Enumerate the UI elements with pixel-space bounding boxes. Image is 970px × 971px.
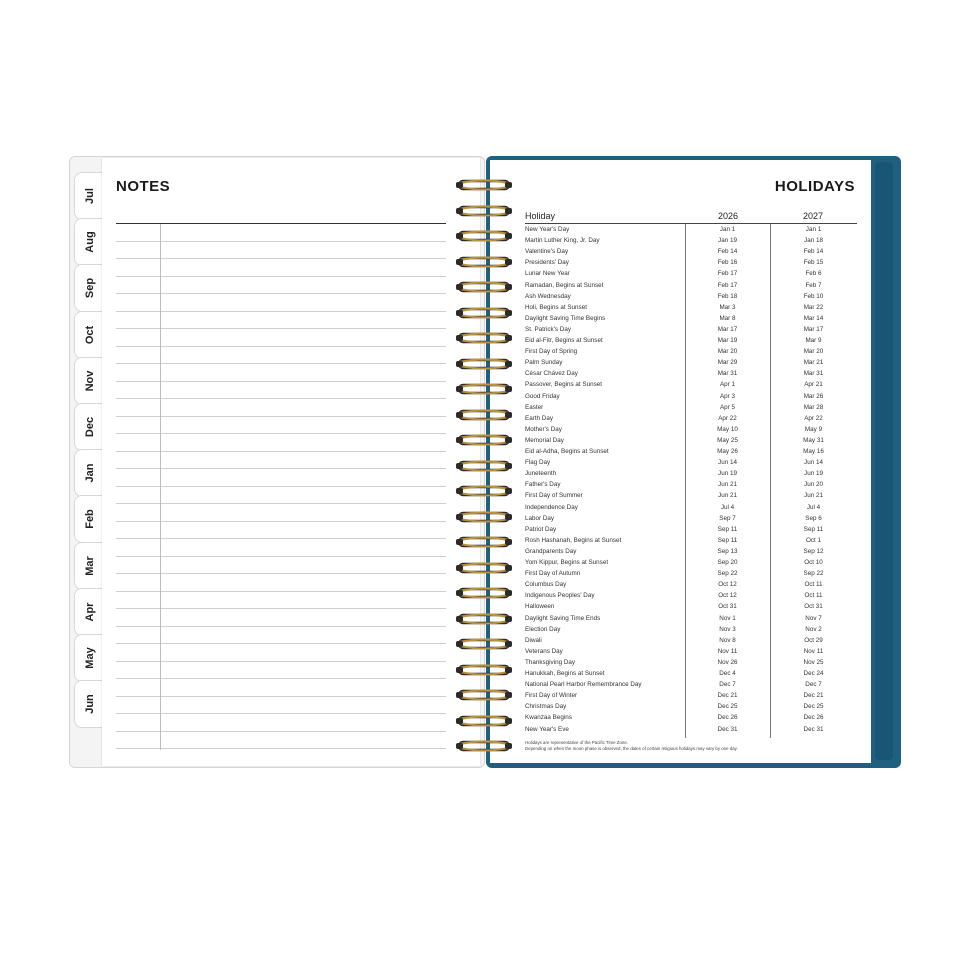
holiday-row: [525, 701, 857, 712]
holiday-row: [525, 490, 857, 501]
holiday-row: [525, 368, 857, 379]
spiral-coil: [456, 228, 512, 244]
holiday-date-2026: Mar 31: [717, 370, 738, 378]
note-line[interactable]: [116, 731, 446, 732]
holiday-name: Daylight Saving Time Ends: [525, 614, 601, 622]
holiday-date-2026: Mar 3: [719, 303, 736, 311]
holiday-row: [525, 346, 857, 357]
notes-margin-line: [160, 224, 161, 750]
column-header-2026: 2026: [718, 211, 739, 221]
spiral-coil: [456, 687, 512, 703]
footnote-timezone: Holidays are representative of the Pacific Time Zone.: [525, 740, 628, 745]
holiday-name: Rosh Hashanah, Begins at Sunset: [525, 536, 622, 544]
holiday-name: Veterans Day: [525, 647, 563, 655]
note-line[interactable]: [116, 556, 446, 557]
spiral-binding: [456, 177, 514, 752]
holiday-row: [525, 690, 857, 701]
holiday-row: [525, 424, 857, 435]
holiday-date-2026: Oct 12: [718, 581, 737, 589]
holiday-date-2026: Nov 8: [719, 636, 736, 644]
holiday-date-2027: Mar 21: [803, 359, 824, 367]
holiday-date-2027: Mar 26: [803, 392, 824, 400]
holiday-date-2027: Oct 1: [805, 536, 822, 544]
holiday-row: [525, 590, 857, 601]
holiday-date-2026: Nov 11: [717, 647, 738, 655]
note-line[interactable]: [116, 591, 446, 592]
note-line[interactable]: [116, 538, 446, 539]
holiday-date-2027: Mar 9: [805, 337, 822, 344]
spiral-coil: [456, 407, 512, 423]
holiday-date-2027: Jan 18: [804, 237, 823, 245]
holiday-date-2026: May 25: [717, 436, 738, 444]
spiral-coil: [456, 662, 512, 678]
holiday-date-2026: Sep 7: [719, 514, 736, 522]
holiday-date-2027: Dec 24: [803, 670, 824, 677]
holiday-name: Eid al-Adha, Begins at Sunset: [525, 448, 609, 455]
holiday-date-2026: Nov 1: [719, 614, 736, 622]
spiral-coil: [456, 254, 512, 270]
month-tab-feb[interactable]: [74, 495, 104, 543]
month-tab-label: Mar: [83, 555, 96, 576]
holiday-row: [525, 291, 857, 302]
holiday-name: Columbus Day: [525, 581, 567, 589]
holiday-name: Independence Day: [525, 503, 578, 511]
holiday-name: First Day of Spring: [525, 348, 578, 356]
note-line[interactable]: [116, 311, 446, 312]
holiday-date-2027: Apr 22: [804, 414, 823, 422]
holiday-date-2026: Dec 7: [719, 681, 736, 689]
holiday-date-2027: Oct 10: [804, 559, 823, 566]
holiday-name: Christmas Day: [525, 703, 567, 711]
spiral-coil: [456, 381, 512, 397]
holiday-date-2026: Sep 11: [717, 525, 738, 533]
holiday-name: Passover, Begins at Sunset: [525, 381, 603, 389]
holiday-row: [525, 391, 857, 402]
holiday-row: [525, 257, 857, 268]
holiday-date-2026: Jul 4: [720, 503, 735, 511]
holiday-date-2026: Nov 3: [719, 625, 736, 633]
holiday-date-2026: Dec 31: [717, 725, 738, 733]
holiday-date-2026: Feb 14: [717, 248, 738, 256]
holiday-row: [525, 524, 857, 535]
holiday-date-2027: Oct 11: [804, 581, 823, 589]
holiday-date-2027: Dec 31: [803, 725, 824, 733]
month-tab-oct[interactable]: [74, 311, 104, 359]
holiday-row: [525, 246, 857, 257]
holiday-row: [525, 235, 857, 246]
holiday-name: Eid al-Fitr, Begins at Sunset: [525, 337, 603, 344]
note-line[interactable]: [116, 643, 446, 644]
month-tab-sep[interactable]: [74, 264, 104, 312]
holiday-date-2027: Jun 14: [804, 459, 823, 467]
holiday-name: Patriot Day: [525, 525, 557, 533]
note-line[interactable]: [116, 381, 446, 382]
month-tab-aug[interactable]: [74, 218, 104, 266]
holiday-date-2027: Dec 21: [803, 692, 824, 700]
holiday-date-2027: Feb 15: [803, 259, 824, 267]
holiday-row: [525, 579, 857, 590]
holiday-row: [525, 557, 857, 568]
note-line[interactable]: [116, 451, 446, 452]
holiday-name: Thanksgiving Day: [525, 658, 576, 666]
month-tab-label: Aug: [83, 231, 96, 253]
holiday-date-2026: Jun 21: [718, 492, 737, 500]
holiday-date-2026: Mar 19: [717, 337, 738, 344]
holiday-date-2026: Jun 19: [718, 470, 737, 478]
note-line[interactable]: [116, 521, 446, 522]
holiday-date-2027: Apr 21: [804, 381, 823, 389]
holiday-date-2026: Sep 11: [717, 536, 738, 544]
column-header-2027: 2027: [803, 211, 824, 221]
holiday-row: [525, 413, 857, 424]
month-tab-label: Nov: [83, 370, 96, 392]
note-line[interactable]: [116, 468, 446, 469]
holiday-name: First Day of Autumn: [525, 570, 581, 578]
holiday-date-2027: May 31: [803, 436, 824, 444]
holiday-row: [525, 679, 857, 690]
holiday-date-2026: Jun 14: [718, 459, 737, 467]
holiday-name: Halloween: [525, 603, 555, 611]
holiday-row: [525, 468, 857, 479]
holiday-row: [525, 302, 857, 313]
spiral-coil: [456, 713, 512, 729]
spiral-coil: [456, 432, 512, 448]
spiral-coil: [456, 483, 512, 499]
holiday-name: Juneteenth: [525, 470, 557, 478]
month-tab-jul[interactable]: [74, 172, 104, 220]
holiday-row: [525, 601, 857, 612]
holiday-date-2026: Oct 31: [718, 603, 737, 611]
note-line[interactable]: [116, 241, 446, 242]
holiday-name: Martin Luther King, Jr. Day: [525, 237, 600, 245]
holiday-row: [525, 324, 857, 335]
month-tab-label: Jun: [83, 694, 96, 714]
holiday-date-2027: Nov 25: [803, 658, 824, 666]
spiral-coil: [456, 356, 512, 372]
holiday-row: [525, 646, 857, 657]
holiday-date-2027: Oct 31: [804, 603, 823, 611]
note-line[interactable]: [116, 573, 446, 574]
holiday-row: [525, 224, 857, 235]
note-line[interactable]: [116, 486, 446, 487]
holiday-name: Lunar New Year: [525, 270, 570, 278]
holiday-name: Palm Sunday: [525, 359, 563, 367]
note-line[interactable]: [116, 678, 446, 679]
holiday-row: [525, 402, 857, 413]
holiday-name: Hanukkah, Begins at Sunset: [525, 670, 605, 677]
holiday-name: Memorial Day: [525, 436, 564, 444]
holiday-name: Ash Wednesday: [525, 292, 571, 300]
holiday-name: Holi, Begins at Sunset: [525, 303, 587, 311]
spiral-coil: [456, 203, 512, 219]
holiday-name: Valentine's Day: [525, 248, 569, 256]
note-line[interactable]: [116, 363, 446, 364]
holiday-name: Presidents' Day: [525, 259, 569, 267]
holiday-name: Kwanzaa Begins: [525, 714, 572, 722]
holiday-date-2026: Sep 20: [717, 559, 738, 566]
holiday-date-2026: Sep 22: [717, 570, 738, 578]
month-tab-nov[interactable]: [74, 357, 104, 405]
holiday-date-2026: May 10: [717, 425, 738, 433]
holiday-name: Grandparents Day: [525, 547, 577, 555]
holiday-date-2026: Feb 17: [717, 281, 738, 289]
holiday-row: [525, 435, 857, 446]
holiday-name: Diwali: [525, 636, 542, 644]
holiday-row: [525, 335, 857, 346]
spiral-coil: [456, 177, 512, 193]
spiral-coil: [456, 636, 512, 652]
month-tab-jun[interactable]: [74, 680, 104, 728]
holiday-date-2026: Jun 21: [718, 481, 737, 489]
holiday-name: Flag Day: [525, 459, 551, 467]
holiday-date-2027: Nov 2: [805, 625, 822, 633]
holiday-date-2027: Sep 11: [803, 525, 824, 533]
holiday-row: [525, 513, 857, 524]
note-line[interactable]: [116, 503, 446, 504]
holiday-date-2027: Dec 25: [803, 703, 824, 711]
holiday-date-2027: Mar 17: [803, 325, 824, 333]
holiday-name: Indigenous Peoples' Day: [525, 592, 595, 600]
holiday-date-2027: Feb 10: [803, 292, 824, 300]
holiday-date-2026: Apr 22: [718, 414, 737, 422]
spiral-coil: [456, 458, 512, 474]
holiday-date-2027: May 16: [803, 448, 824, 455]
spiral-coil: [456, 305, 512, 321]
month-tab-label: Dec: [83, 416, 96, 438]
month-tab-label: May: [83, 647, 96, 669]
holiday-name: Ramadan, Begins at Sunset: [525, 281, 604, 289]
holiday-date-2026: Mar 29: [717, 359, 738, 367]
holiday-row: [525, 502, 857, 513]
spiral-coil: [456, 738, 512, 754]
month-tab-mar[interactable]: [74, 542, 104, 590]
note-line[interactable]: [116, 276, 446, 277]
month-tab-jan[interactable]: [74, 449, 104, 497]
month-tab-may[interactable]: [74, 634, 104, 682]
holiday-date-2026: Mar 17: [717, 325, 738, 333]
holiday-name: Earth Day: [525, 414, 553, 422]
holiday-name: New Year's Eve: [525, 725, 569, 733]
holiday-date-2026: Mar 8: [719, 314, 736, 322]
note-line[interactable]: [116, 608, 446, 609]
holiday-row: [525, 535, 857, 546]
holiday-name: Daylight Saving Time Begins: [525, 314, 606, 322]
holiday-row: [525, 712, 857, 723]
note-line[interactable]: [116, 416, 446, 417]
holiday-name: Mother's Day: [525, 425, 562, 433]
holiday-row: [525, 546, 857, 557]
holiday-row: [525, 635, 857, 646]
holiday-name: Easter: [525, 403, 544, 411]
month-tabs: [74, 160, 104, 764]
cover-edge-band: [875, 162, 893, 760]
month-tab-label: Feb: [83, 509, 96, 530]
note-line[interactable]: [116, 433, 446, 434]
holiday-date-2026: Apr 1: [719, 381, 736, 389]
spiral-coil: [456, 611, 512, 627]
holiday-date-2027: Mar 22: [803, 303, 824, 311]
holiday-date-2027: Jun 21: [804, 492, 823, 500]
holiday-row: [525, 457, 857, 468]
month-tab-apr[interactable]: [74, 588, 104, 636]
holiday-name: Yom Kippur, Begins at Sunset: [525, 559, 609, 566]
spiral-coil: [456, 330, 512, 346]
holiday-row: [525, 313, 857, 324]
note-line[interactable]: [116, 293, 446, 294]
spiral-coil: [456, 534, 512, 550]
notes-ruled-lines: [116, 223, 446, 751]
holiday-date-2027: Oct 11: [804, 592, 823, 600]
holiday-date-2027: Jun 20: [804, 481, 823, 489]
holiday-date-2026: Jan 19: [718, 237, 737, 245]
holiday-date-2027: Feb 14: [803, 248, 824, 256]
holiday-date-2027: Oct 29: [804, 636, 823, 644]
holiday-name: Election Day: [525, 625, 561, 633]
holiday-date-2026: Jan 1: [719, 226, 736, 233]
holiday-row: [525, 357, 857, 368]
holiday-row: [525, 724, 857, 735]
holiday-date-2027: Mar 31: [803, 370, 824, 378]
holiday-date-2026: Apr 5: [719, 403, 736, 411]
holiday-date-2027: Dec 26: [803, 714, 824, 722]
footnote-moon-phase: Depending on when the moon phase is observed, the dates of certain religious holidays may vary by one day.: [525, 746, 738, 751]
holiday-date-2027: Feb 7: [805, 281, 822, 289]
month-tab-label: Jan: [83, 463, 96, 483]
holiday-date-2027: Mar 28: [803, 403, 824, 411]
holiday-date-2026: Dec 4: [719, 670, 736, 677]
notes-title: NOTES: [116, 178, 171, 195]
holiday-date-2026: May 26: [717, 448, 738, 455]
holiday-row: [525, 446, 857, 457]
holiday-date-2026: Nov 26: [717, 658, 738, 666]
holidays-title: HOLIDAYS: [774, 178, 855, 195]
holiday-name: First Day of Summer: [525, 492, 583, 500]
holiday-name: Father's Day: [525, 481, 561, 489]
holiday-date-2026: Feb 17: [717, 270, 738, 278]
holiday-row: [525, 624, 857, 635]
holiday-date-2026: Mar 20: [717, 348, 738, 356]
note-line[interactable]: [116, 328, 446, 329]
holiday-date-2026: Feb 18: [717, 292, 738, 300]
holiday-date-2026: Oct 12: [718, 592, 737, 600]
note-line[interactable]: [116, 696, 446, 697]
month-tab-label: Apr: [83, 602, 96, 622]
holiday-date-2027: Jan 1: [805, 226, 822, 233]
spiral-coil: [456, 279, 512, 295]
holiday-name: Labor Day: [525, 514, 555, 522]
holiday-date-2027: Jun 19: [804, 470, 823, 478]
holiday-date-2026: Apr 3: [719, 392, 736, 400]
holiday-date-2026: Dec 26: [717, 714, 738, 722]
holiday-name: New Year's Day: [525, 226, 570, 233]
note-line[interactable]: [116, 626, 446, 627]
holiday-date-2027: Feb 6: [805, 270, 822, 278]
note-line[interactable]: [116, 398, 446, 399]
holiday-name: St. Patrick's Day: [525, 325, 571, 333]
holiday-name: First Day of Winter: [525, 692, 578, 700]
holiday-date-2026: Feb 16: [717, 259, 738, 267]
holiday-name: National Pearl Harbor Remembrance Day: [525, 681, 642, 689]
holiday-date-2027: Mar 14: [803, 314, 824, 322]
holiday-date-2027: Sep 6: [805, 514, 822, 522]
note-line[interactable]: [116, 661, 446, 662]
holiday-date-2026: Sep 13: [717, 547, 738, 555]
holiday-row: [525, 568, 857, 579]
holiday-date-2027: Nov 11: [803, 647, 824, 655]
spiral-coil: [456, 585, 512, 601]
spiral-coil: [456, 509, 512, 525]
month-tab-label: Jul: [83, 188, 96, 204]
holiday-date-2027: Dec 7: [805, 681, 822, 689]
holiday-row: [525, 280, 857, 291]
holiday-date-2027: Mar 20: [803, 348, 824, 356]
holiday-row: [525, 613, 857, 624]
month-tab-dec[interactable]: [74, 403, 104, 451]
holiday-row: [525, 657, 857, 668]
holiday-row: [525, 479, 857, 490]
note-line[interactable]: [116, 713, 446, 714]
month-tab-label: Oct: [83, 325, 96, 344]
holiday-row: [525, 268, 857, 279]
holiday-name: Good Friday: [525, 392, 560, 400]
holiday-name: César Chávez Day: [525, 370, 578, 378]
note-line[interactable]: [116, 748, 446, 749]
holiday-date-2026: Dec 25: [717, 703, 738, 711]
holiday-row: [525, 379, 857, 390]
note-line[interactable]: [116, 346, 446, 347]
note-line[interactable]: [116, 258, 446, 259]
holiday-date-2027: Jul 4: [806, 503, 821, 511]
holiday-row: [525, 668, 857, 679]
holiday-date-2026: Dec 21: [717, 692, 738, 700]
holiday-date-2027: Nov 7: [805, 614, 822, 622]
holiday-date-2027: May 9: [804, 425, 823, 433]
month-tab-label: Sep: [83, 278, 96, 299]
column-header-holiday: Holiday: [525, 211, 556, 221]
holiday-date-2027: Sep 22: [803, 570, 824, 578]
holiday-date-2027: Sep 12: [803, 547, 824, 555]
spiral-coil: [456, 560, 512, 576]
